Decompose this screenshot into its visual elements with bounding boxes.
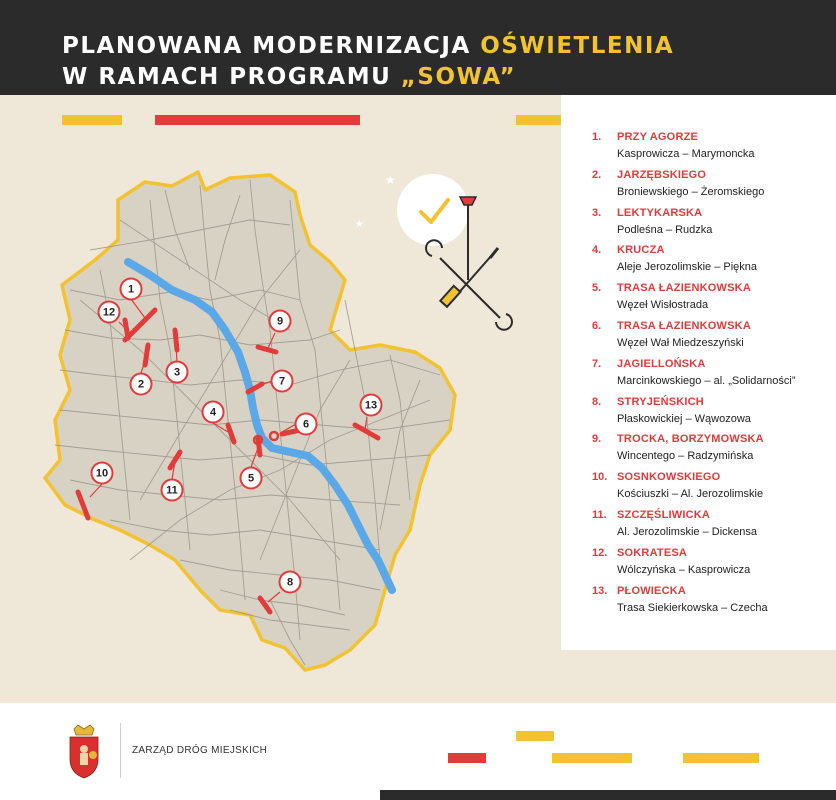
marker-label: 13 bbox=[364, 399, 378, 412]
marker-label: 11 bbox=[166, 484, 178, 497]
legend-route: Trasa Siekierkowska – Czecha bbox=[617, 601, 768, 614]
legend-number: 1. bbox=[592, 131, 602, 143]
legend-route: Marcinkowskiego – al. „Solidarności” bbox=[617, 374, 796, 387]
legend-item bbox=[585, 396, 830, 434]
legend-item bbox=[585, 169, 830, 207]
map-marker-5[interactable] bbox=[241, 468, 262, 489]
legend-number: 2. bbox=[592, 168, 602, 181]
marker-label: 10 bbox=[95, 467, 109, 480]
legend-number: 13. bbox=[592, 584, 608, 597]
legend-street-name: PRZY AGORZE bbox=[617, 131, 699, 143]
legend-route: Węzeł Wał Miedzeszyński bbox=[617, 336, 744, 349]
marker-label: 1 bbox=[127, 283, 135, 296]
yellow-bar bbox=[516, 731, 554, 741]
legend-number: 7. bbox=[592, 357, 602, 370]
map-marker-13[interactable] bbox=[361, 395, 382, 416]
legend-route: Płaskowickiej – Wąwozowa bbox=[617, 412, 751, 425]
map-marker-4[interactable] bbox=[203, 402, 224, 423]
legend-number: 11. bbox=[592, 508, 607, 521]
legend-route: Wincentego – Radzymińska bbox=[617, 450, 754, 463]
marker-label: 4 bbox=[209, 406, 217, 419]
yellow-bar bbox=[62, 115, 122, 125]
marker-label: 9 bbox=[276, 315, 284, 328]
legend-street-name: KRUCZA bbox=[617, 244, 665, 257]
legend-street-name: LEKTYKARSKA bbox=[617, 206, 703, 219]
segment-2 bbox=[145, 345, 148, 365]
corner-bar bbox=[380, 790, 836, 800]
map-marker-1[interactable] bbox=[121, 279, 142, 300]
org-name: ZARZĄD DRÓG MIEJSKICH bbox=[132, 745, 268, 756]
legend-item bbox=[585, 547, 830, 585]
warsaw-coat-of-arms-icon bbox=[66, 723, 102, 779]
legend-item bbox=[585, 433, 830, 471]
warsaw-map bbox=[0, 125, 561, 703]
legend-route: Węzeł Wisłostrada bbox=[617, 299, 709, 312]
legend-route: Al. Jerozolimskie – Dickensa bbox=[617, 525, 757, 538]
legend-number: 6. bbox=[592, 319, 602, 332]
marker-label: 8 bbox=[286, 576, 294, 589]
map-marker-9[interactable] bbox=[270, 311, 291, 332]
legend-item bbox=[585, 320, 830, 358]
check-bubble bbox=[397, 174, 469, 246]
repair-illustration bbox=[397, 174, 512, 330]
marker-label: 2 bbox=[137, 378, 145, 391]
segment-5 bbox=[258, 438, 260, 455]
legend-route: Kościuszki – Al. Jerozolimskie bbox=[617, 488, 764, 501]
title-line-2: W RAMACH PROGRAMU „SOWA” bbox=[62, 64, 517, 90]
marker-label: 5 bbox=[247, 472, 255, 485]
header bbox=[0, 0, 836, 95]
legend-route: Broniewskiego – Żeromskiego bbox=[617, 185, 765, 198]
map-marker-6[interactable] bbox=[296, 414, 317, 435]
legend-street-name: PŁOWIECKA bbox=[617, 584, 687, 597]
title-line-1: PLANOWANA MODERNIZACJA OŚWIETLENIA bbox=[62, 33, 675, 59]
legend-item bbox=[585, 207, 830, 245]
legend-street-name: SZCZĘŚLIWICKA bbox=[617, 508, 711, 521]
legend-route: Wólczyńska – Kasprowicza bbox=[617, 563, 751, 576]
legend-number: 8. bbox=[592, 395, 602, 408]
legend-item bbox=[585, 282, 830, 320]
sparkle-icon: ★ bbox=[355, 219, 364, 230]
legend-number: 3. bbox=[592, 206, 602, 219]
red-bar bbox=[448, 753, 486, 763]
legend-panel bbox=[561, 95, 836, 650]
map-marker-10[interactable] bbox=[92, 463, 113, 484]
yellow-bar bbox=[516, 115, 561, 125]
legend-street-name: JARZĘBSKIEGO bbox=[617, 168, 707, 181]
footer bbox=[0, 703, 836, 800]
legend-list bbox=[585, 131, 830, 622]
legend-item bbox=[585, 509, 830, 547]
legend-item bbox=[585, 471, 830, 509]
legend-street-name: TROCKA, BORZYMOWSKA bbox=[617, 433, 764, 446]
marker-label: 6 bbox=[302, 418, 310, 431]
marker-label: 3 bbox=[173, 366, 181, 379]
marker-label: 7 bbox=[278, 375, 286, 388]
legend-street-name: TRASA ŁAZIENKOWSKA bbox=[617, 319, 751, 332]
legend-item bbox=[585, 131, 830, 169]
map-marker-2[interactable] bbox=[131, 374, 152, 395]
legend-route: Podleśna – Rudzka bbox=[617, 223, 713, 236]
legend-street-name: SOSNKOWSKIEGO bbox=[617, 471, 721, 484]
legend-item bbox=[585, 358, 830, 396]
legend-route: Kasprowicza – Marymoncka bbox=[617, 148, 755, 160]
legend-number: 12. bbox=[592, 546, 608, 559]
legend-street-name: JAGIELLOŃSKA bbox=[617, 357, 706, 370]
legend-number: 9. bbox=[592, 433, 602, 446]
map-marker-8[interactable] bbox=[280, 572, 301, 593]
legend-street-name: STRYJEŃSKICH bbox=[617, 395, 704, 408]
sparkle-icon: ★ bbox=[385, 173, 396, 187]
legend-street-name: SOKRATESA bbox=[617, 546, 688, 559]
marker-label: 12 bbox=[102, 306, 116, 319]
legend-number: 4. bbox=[592, 244, 602, 257]
legend-item bbox=[585, 244, 830, 282]
map-marker-3[interactable] bbox=[167, 362, 188, 383]
map-marker-11[interactable] bbox=[162, 480, 183, 501]
legend-street-name: TRASA ŁAZIENKOWSKA bbox=[617, 282, 751, 295]
legend-number: 10. bbox=[592, 471, 608, 484]
yellow-bar bbox=[683, 753, 759, 763]
segment-12 bbox=[125, 320, 128, 338]
map-marker-7[interactable] bbox=[272, 371, 293, 392]
legend-number: 5. bbox=[592, 282, 602, 295]
red-bar bbox=[155, 115, 360, 125]
footer-divider bbox=[120, 723, 121, 778]
legend-item bbox=[585, 585, 830, 623]
legend-route: Aleje Jerozolimskie – Piękna bbox=[617, 261, 758, 274]
map-marker-12[interactable] bbox=[99, 302, 120, 323]
yellow-bar bbox=[552, 753, 632, 763]
